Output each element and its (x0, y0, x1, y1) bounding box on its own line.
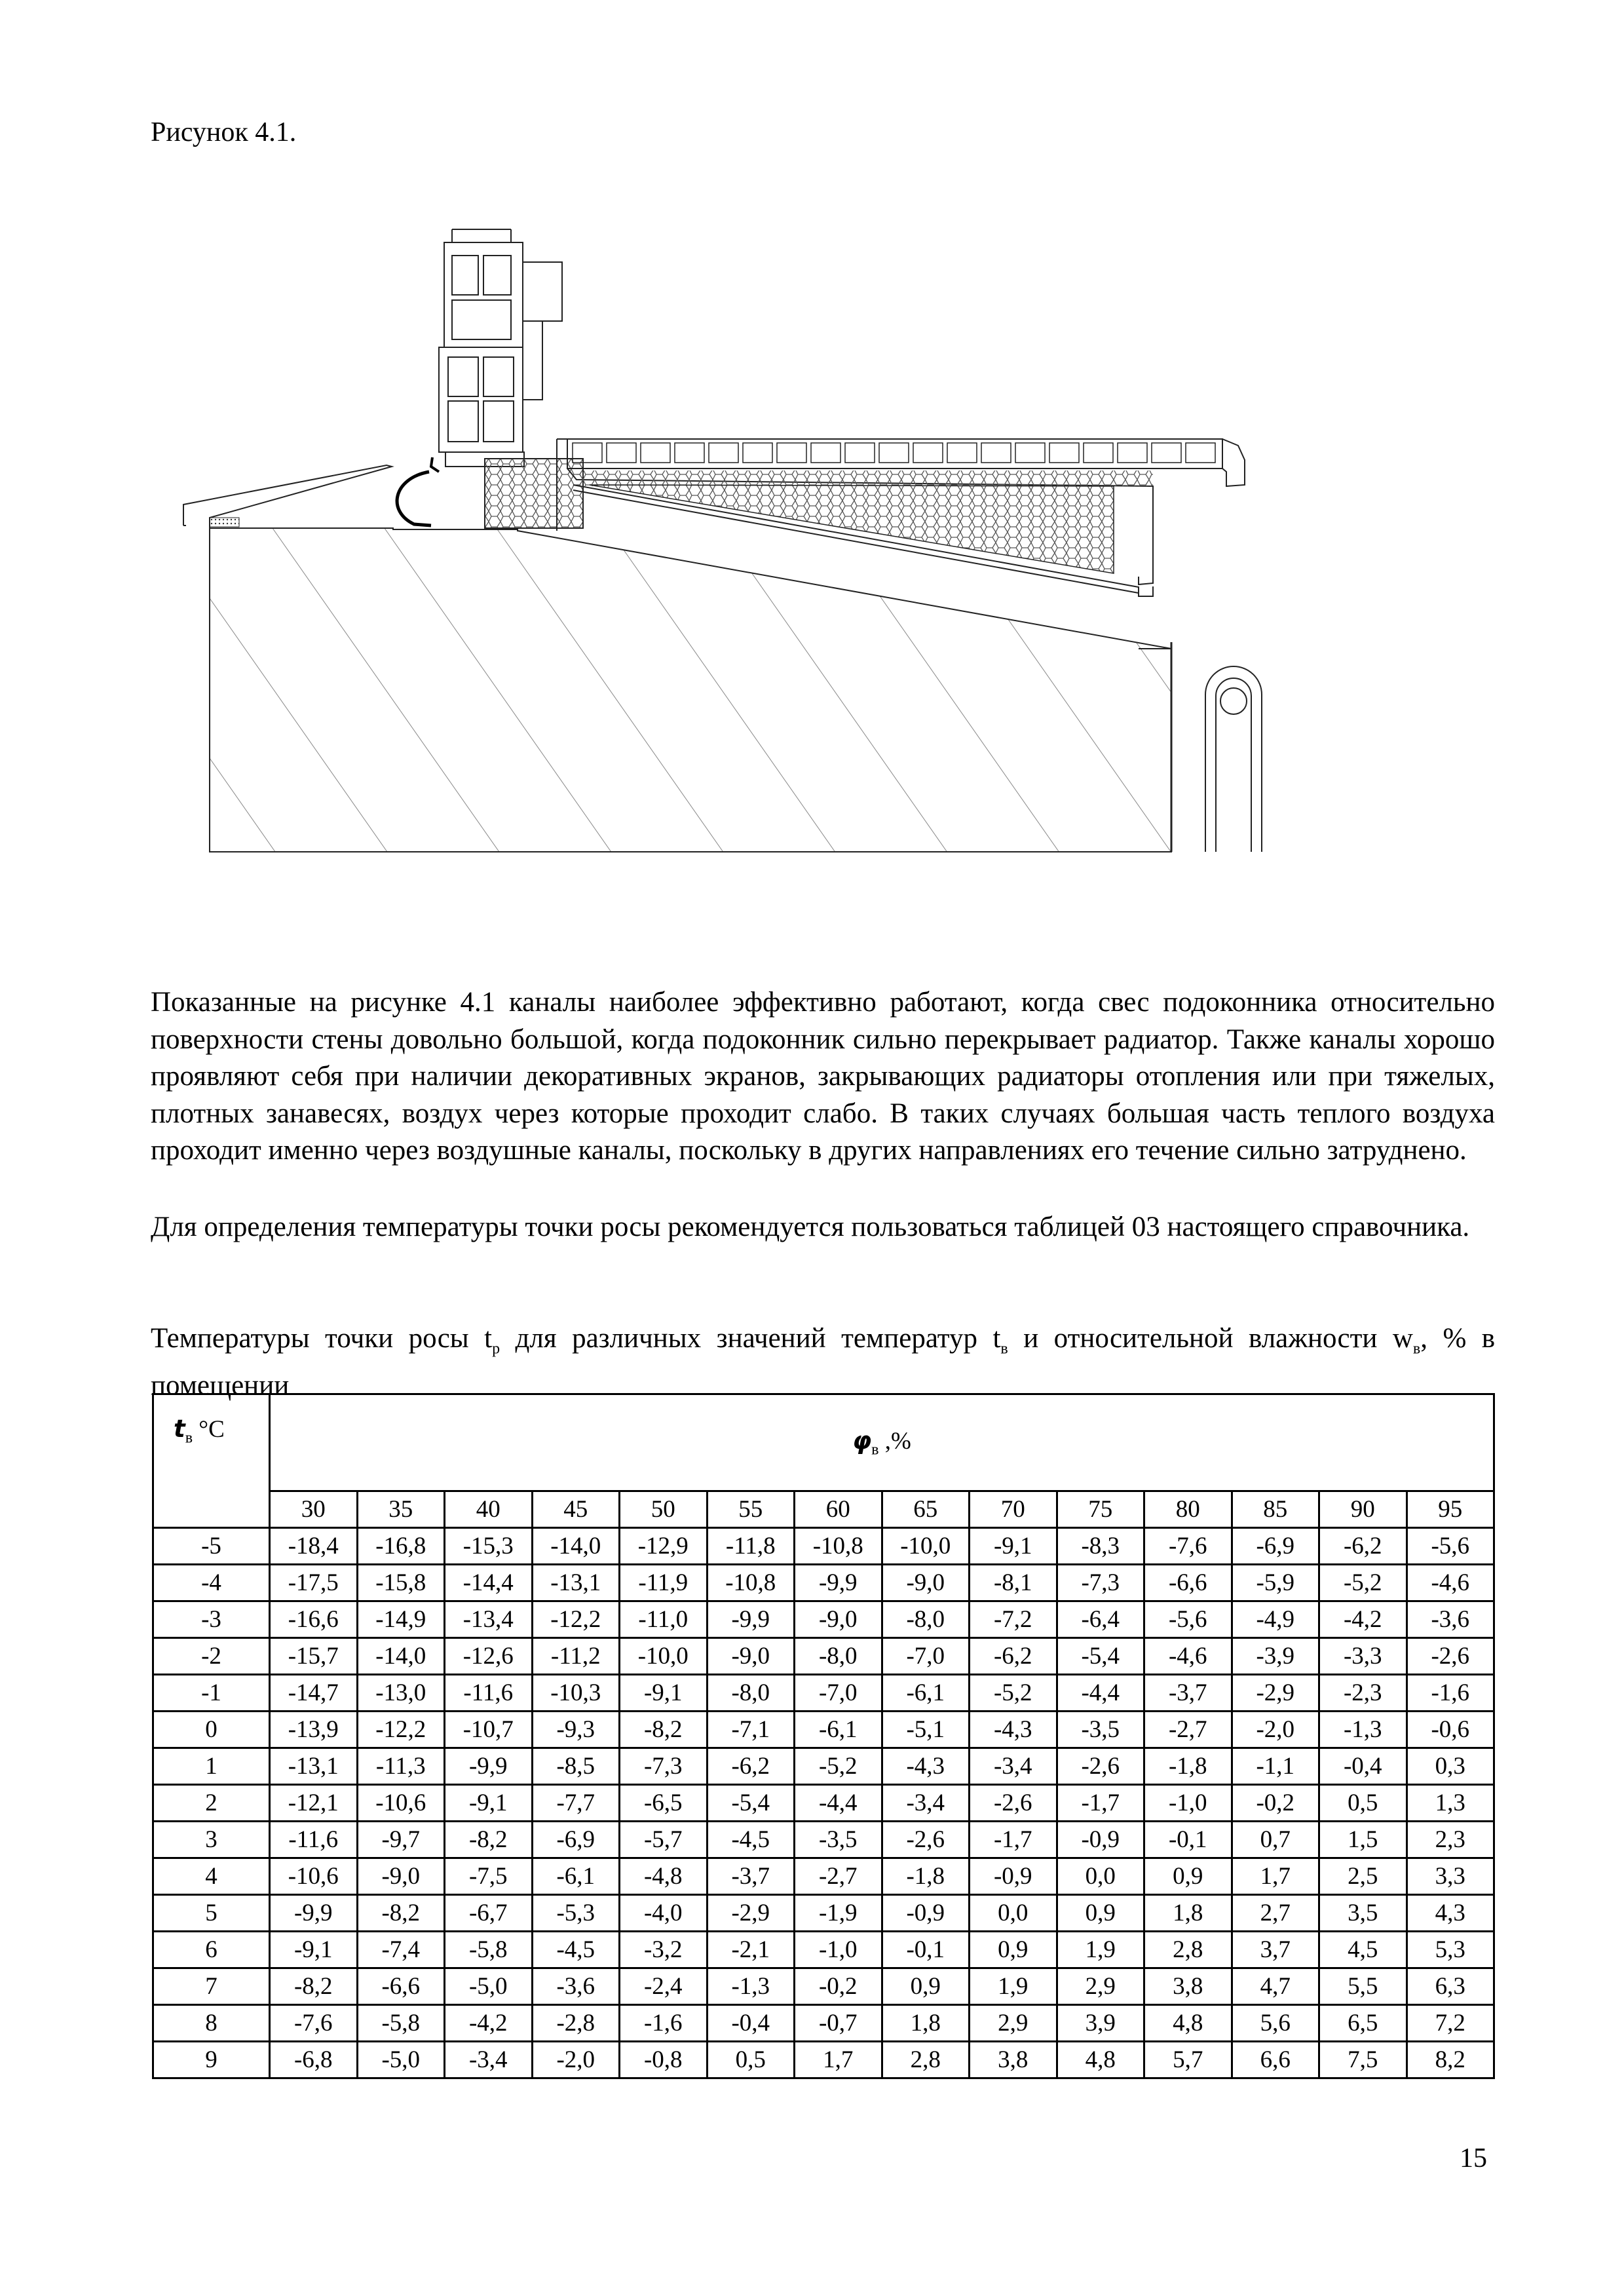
humidity-column-header: 30 (270, 1491, 358, 1528)
table-cell: 0,9 (970, 1932, 1057, 1968)
table-cell: -0,1 (1144, 1822, 1232, 1858)
humidity-column-header: 40 (445, 1491, 533, 1528)
table-cell: 0,3 (1407, 1748, 1494, 1785)
table-cell: -2,7 (1144, 1712, 1232, 1748)
table-row (153, 1675, 1494, 1712)
table-cell: -13,0 (357, 1675, 445, 1712)
table-cell: -5,0 (357, 2042, 445, 2078)
table-cell: 3,5 (1319, 1895, 1407, 1932)
table-cell: -4,6 (1407, 1565, 1494, 1601)
table-cell: -8,1 (970, 1565, 1057, 1601)
table-cell: -4,2 (445, 2005, 533, 2042)
table-cell: 0,9 (882, 1968, 970, 2005)
table-cell: -18,4 (270, 1528, 358, 1565)
table-cell: 7,5 (1319, 2042, 1407, 2078)
table-cell: 0,0 (1057, 1858, 1144, 1895)
row-temperature: 7 (153, 1968, 270, 2005)
row-temperature: 8 (153, 2005, 270, 2042)
table-cell: -8,3 (1057, 1528, 1144, 1565)
row-temperature: 9 (153, 2042, 270, 2078)
table-cell: 1,8 (882, 2005, 970, 2042)
table-cell: 6,5 (1319, 2005, 1407, 2042)
humidity-column-header: 95 (1407, 1491, 1494, 1528)
table-cell: -9,0 (795, 1601, 882, 1638)
table-cell: -3,4 (970, 1748, 1057, 1785)
table-cell: 1,8 (1144, 1895, 1232, 1932)
table-cell: -13,1 (270, 1748, 358, 1785)
table-row (153, 1858, 1494, 1895)
table-cell: -1,3 (707, 1968, 795, 2005)
table-cell: -1,3 (1319, 1712, 1407, 1748)
humidity-column-header: 90 (1319, 1491, 1407, 1528)
table-cell: -5,1 (882, 1712, 970, 1748)
table-cell: -15,7 (270, 1638, 358, 1675)
table-cell: 2,7 (1232, 1895, 1319, 1932)
table-cell: -10,6 (270, 1858, 358, 1895)
table-cell: -12,9 (620, 1528, 708, 1565)
table-row (153, 2005, 1494, 2042)
table-cell: -4,5 (532, 1932, 620, 1968)
table-row (153, 1601, 1494, 1638)
table-cell: -11,6 (445, 1675, 533, 1712)
table-cell: -0,4 (1319, 1748, 1407, 1785)
table-cell: -10,7 (445, 1712, 533, 1748)
table-cell: -1,1 (1232, 1748, 1319, 1785)
table-cell: 4,8 (1144, 2005, 1232, 2042)
table-cell: -1,9 (795, 1895, 882, 1932)
table-cell: 2,8 (1144, 1932, 1232, 1968)
table-cell: -5,6 (1144, 1601, 1232, 1638)
row-temperature: -1 (153, 1675, 270, 1712)
table-row (153, 1712, 1494, 1748)
row-temperature: -2 (153, 1638, 270, 1675)
table-cell: 1,7 (795, 2042, 882, 2078)
table-cell: -16,8 (357, 1528, 445, 1565)
humidity-column-header: 35 (357, 1491, 445, 1528)
table-cell: 3,7 (1232, 1932, 1319, 1968)
table-cell: -3,7 (707, 1858, 795, 1895)
table-cell: -9,9 (270, 1895, 358, 1932)
table-cell: -2,6 (1057, 1748, 1144, 1785)
row-temperature: -5 (153, 1528, 270, 1565)
row-temperature: 3 (153, 1822, 270, 1858)
table-cell: -2,3 (1319, 1675, 1407, 1712)
table-cell: -7,2 (970, 1601, 1057, 1638)
table-cell: -2,0 (532, 2042, 620, 2078)
table-cell: -1,6 (1407, 1675, 1494, 1712)
table-cell: -7,4 (357, 1932, 445, 1968)
table-cell: -9,9 (707, 1601, 795, 1638)
table-cell: 6,3 (1407, 1968, 1494, 2005)
table-cell: -9,1 (620, 1675, 708, 1712)
table-cell: -1,0 (1144, 1785, 1232, 1822)
table-cell: -3,6 (1407, 1601, 1494, 1638)
table-cell: 5,6 (1232, 2005, 1319, 2042)
table-cell: -1,7 (970, 1822, 1057, 1858)
table-cell: -4,5 (707, 1822, 795, 1858)
table-cell: -16,6 (270, 1601, 358, 1638)
table-cell: -7,6 (270, 2005, 358, 2042)
table-cell: -6,7 (445, 1895, 533, 1932)
humidity-columns-row (153, 1491, 1494, 1528)
row-temperature: 5 (153, 1895, 270, 1932)
table-cell: -7,0 (882, 1638, 970, 1675)
table-cell: -7,3 (620, 1748, 708, 1785)
table-cell: -2,6 (1407, 1638, 1494, 1675)
table-cell: -4,4 (795, 1785, 882, 1822)
table-cell: -6,1 (795, 1712, 882, 1748)
table-row (153, 1895, 1494, 1932)
table-cell: 0,9 (1144, 1858, 1232, 1895)
row-temperature: -3 (153, 1601, 270, 1638)
humidity-column-header: 60 (795, 1491, 882, 1528)
table-cell: -9,9 (445, 1748, 533, 1785)
table-cell: -5,8 (445, 1932, 533, 1968)
table-header-row (153, 1394, 1494, 1491)
table-cell: -9,9 (795, 1565, 882, 1601)
table-cell: -6,5 (620, 1785, 708, 1822)
table-row (153, 1785, 1494, 1822)
table-cell: -10,3 (532, 1675, 620, 1712)
table-cell: -4,4 (1057, 1675, 1144, 1712)
table-cell: -4,3 (970, 1712, 1057, 1748)
table-cell: -17,5 (270, 1565, 358, 1601)
table-cell: -4,8 (620, 1858, 708, 1895)
table-cell: -6,6 (357, 1968, 445, 2005)
table-cell: -8,2 (357, 1895, 445, 1932)
table-cell: -3,4 (882, 1785, 970, 1822)
table-cell: 4,5 (1319, 1932, 1407, 1968)
table-cell: -10,8 (707, 1565, 795, 1601)
table-row (153, 1565, 1494, 1601)
table-cell: -6,2 (1319, 1528, 1407, 1565)
table-cell: 3,8 (970, 2042, 1057, 2078)
table-cell: -11,8 (707, 1528, 795, 1565)
table-cell: 1,5 (1319, 1822, 1407, 1858)
body-paragraph-1: Показанные на рисунке 4.1 каналы наиболее эффективно работают, когда свес подоконника относительно поверхности стены довольно большой, когда подоконник сильно перекрывает радиатор. Также каналы хорошо проявляют себя при наличии декоративных экранов, закрывающих радиаторы отопления или при тяжелых, плотных занавесях, воздух через которые проходит слабо. В таких случаях большая часть теплого воздуха проходит именно через воздушные каналы, поскольку в других направлениях его течение сильно затруднено. (151, 987, 1495, 1166)
table-cell: -5,4 (707, 1785, 795, 1822)
table-cell: -8,2 (445, 1822, 533, 1858)
table-cell: -15,3 (445, 1528, 533, 1565)
table-cell: -0,7 (795, 2005, 882, 2042)
humidity-column-header: 70 (970, 1491, 1057, 1528)
window-sill-drawing (170, 223, 1284, 865)
table-cell: -6,1 (532, 1858, 620, 1895)
table-cell: -3,6 (532, 1968, 620, 2005)
table-cell: 0,5 (1319, 1785, 1407, 1822)
table-cell: -0,9 (1057, 1822, 1144, 1858)
table-cell: 4,3 (1407, 1895, 1494, 1932)
table-cell: -14,4 (445, 1565, 533, 1601)
table-cell: -14,0 (532, 1528, 620, 1565)
table-cell: -1,6 (620, 2005, 708, 2042)
table-cell: 2,3 (1407, 1822, 1494, 1858)
table-cell: -2,9 (1232, 1675, 1319, 1712)
table-cell: -2,6 (970, 1785, 1057, 1822)
table-cell: -1,7 (1057, 1785, 1144, 1822)
table-cell: 5,5 (1319, 1968, 1407, 2005)
table-cell: -1,0 (795, 1932, 882, 1968)
table-cell: -13,4 (445, 1601, 533, 1638)
table-cell: -14,9 (357, 1601, 445, 1638)
wall-section (210, 528, 1171, 852)
table-cell: 1,9 (1057, 1932, 1144, 1968)
temperature-header: $t_в$ °С (153, 1394, 270, 1528)
table-cell: -12,6 (445, 1638, 533, 1675)
table-cell: -12,2 (357, 1712, 445, 1748)
window-frame-profile (439, 229, 562, 467)
table-cell: -15,8 (357, 1565, 445, 1601)
humidity-column-header: 50 (620, 1491, 708, 1528)
table-cell: -5,4 (1057, 1638, 1144, 1675)
row-temperature: 4 (153, 1858, 270, 1895)
table-cell: 0,9 (1057, 1895, 1144, 1932)
page-number: 15 (1460, 2143, 1487, 2173)
table-cell: 2,9 (1057, 1968, 1144, 2005)
table-cell: 1,3 (1407, 1785, 1494, 1822)
table-cell: 2,9 (970, 2005, 1057, 2042)
table-cell: -13,1 (532, 1565, 620, 1601)
table-cell: -8,5 (532, 1748, 620, 1785)
table-cell: -1,8 (1144, 1748, 1232, 1785)
table-cell: -4,2 (1319, 1601, 1407, 1638)
table-cell: -6,8 (270, 2042, 358, 2078)
table-cell: 2,5 (1319, 1858, 1407, 1895)
table-cell: 2,8 (882, 2042, 970, 2078)
table-row (153, 2042, 1494, 2078)
table-cell: 5,3 (1407, 1932, 1494, 1968)
table-cell: -9,0 (882, 1565, 970, 1601)
table-cell: -0,9 (970, 1858, 1057, 1895)
table-caption: Температуры точки росы $t_р$ для различных значений температур $t_в$ и относительной влажности $w_в$, % в помещении (151, 1323, 1496, 1402)
table-row (153, 1638, 1494, 1675)
row-temperature: 1 (153, 1748, 270, 1785)
table-cell: -4,9 (1232, 1601, 1319, 1638)
row-temperature: -4 (153, 1565, 270, 1601)
table-cell: -9,1 (270, 1932, 358, 1968)
table-cell: 7,2 (1407, 2005, 1494, 2042)
table-cell: -9,3 (532, 1712, 620, 1748)
table-cell: -12,1 (270, 1785, 358, 1822)
table-row (153, 1528, 1494, 1565)
table-cell: -3,4 (445, 2042, 533, 2078)
table-cell: -8,0 (795, 1638, 882, 1675)
table-cell: -5,2 (970, 1675, 1057, 1712)
table-cell: 1,9 (970, 1968, 1057, 2005)
table-cell: -4,6 (1144, 1638, 1232, 1675)
table-cell: -1,8 (882, 1858, 970, 1895)
table-cell: -6,4 (1057, 1601, 1144, 1638)
table-cell: -5,2 (795, 1748, 882, 1785)
humidity-column-header: 85 (1232, 1491, 1319, 1528)
table-cell: -9,0 (707, 1638, 795, 1675)
table-cell: -6,9 (1232, 1528, 1319, 1565)
table-cell: -2,4 (620, 1968, 708, 2005)
table-cell: -7,3 (1057, 1565, 1144, 1601)
table-cell: -3,5 (1057, 1712, 1144, 1748)
table-cell: 3,9 (1057, 2005, 1144, 2042)
table-cell: -3,7 (1144, 1675, 1232, 1712)
humidity-header: $\varphi_в$ ,% (270, 1394, 1494, 1491)
table-cell: -2,7 (795, 1858, 882, 1895)
body-paragraph-2: Для определения температуры точки росы рекомендуется пользоваться таблицей 03 настоящего справочника. (151, 1212, 1470, 1242)
figure-caption: Рисунок 4.1. (151, 117, 297, 147)
table-row (153, 1968, 1494, 2005)
table-cell: 3,3 (1407, 1858, 1494, 1895)
table-cell: -0,4 (707, 2005, 795, 2042)
humidity-column-header: 80 (1144, 1491, 1232, 1528)
table-cell: -2,0 (1232, 1712, 1319, 1748)
row-temperature: 2 (153, 1785, 270, 1822)
table-cell: -11,2 (532, 1638, 620, 1675)
table-cell: -11,0 (620, 1601, 708, 1638)
table-cell: -10,6 (357, 1785, 445, 1822)
table-cell: -6,1 (882, 1675, 970, 1712)
table-cell: 1,7 (1232, 1858, 1319, 1895)
frame-seal (397, 457, 583, 528)
table-cell: -2,9 (707, 1895, 795, 1932)
table-cell: -6,2 (707, 1748, 795, 1785)
outer-drip (183, 465, 392, 528)
table-cell: -5,9 (1232, 1565, 1319, 1601)
table-cell: -3,3 (1319, 1638, 1407, 1675)
table-cell: 8,2 (1407, 2042, 1494, 2078)
table-cell: -10,8 (795, 1528, 882, 1565)
table-cell: -8,0 (882, 1601, 970, 1638)
table-row (153, 1932, 1494, 1968)
table-row (153, 1748, 1494, 1785)
table-cell: -3,9 (1232, 1638, 1319, 1675)
row-temperature: 0 (153, 1712, 270, 1748)
table-cell: -5,0 (445, 1968, 533, 2005)
table-cell: -12,2 (532, 1601, 620, 1638)
table-cell: -6,2 (970, 1638, 1057, 1675)
table-cell: -9,0 (357, 1858, 445, 1895)
table-cell: 0,0 (970, 1895, 1057, 1932)
table-cell: 0,5 (707, 2042, 795, 2078)
table-cell: -11,9 (620, 1565, 708, 1601)
table-cell: -5,6 (1407, 1528, 1494, 1565)
table-cell: -9,1 (970, 1528, 1057, 1565)
table-cell: -0,6 (1407, 1712, 1494, 1748)
table-cell: -3,5 (795, 1822, 882, 1858)
table-cell: -7,5 (445, 1858, 533, 1895)
table-cell: -8,2 (620, 1712, 708, 1748)
table-cell: -5,3 (532, 1895, 620, 1932)
table-cell: -9,7 (357, 1822, 445, 1858)
table-cell: 6,6 (1232, 2042, 1319, 2078)
table-cell: -7,7 (532, 1785, 620, 1822)
dew-point-table (152, 1393, 1495, 2079)
table-cell: -13,9 (270, 1712, 358, 1748)
table-cell: 4,8 (1057, 2042, 1144, 2078)
table-cell: -2,6 (882, 1822, 970, 1858)
table-cell: 4,7 (1232, 1968, 1319, 2005)
row-temperature: 6 (153, 1932, 270, 1968)
table-cell: -14,7 (270, 1675, 358, 1712)
table-cell: -6,6 (1144, 1565, 1232, 1601)
radiator-pipe (1205, 666, 1262, 852)
table-cell: 3,8 (1144, 1968, 1232, 2005)
table-cell: -4,3 (882, 1748, 970, 1785)
table-cell: -8,0 (707, 1675, 795, 1712)
table-cell: -0,1 (882, 1932, 970, 1968)
table-cell: -0,2 (1232, 1785, 1319, 1822)
humidity-column-header: 45 (532, 1491, 620, 1528)
table-cell: -10,0 (882, 1528, 970, 1565)
table-cell: -4,0 (620, 1895, 708, 1932)
table-cell: -5,2 (1319, 1565, 1407, 1601)
table-cell: -0,2 (795, 1968, 882, 2005)
humidity-column-header: 75 (1057, 1491, 1144, 1528)
table-cell: -2,8 (532, 2005, 620, 2042)
table-cell: -5,8 (357, 2005, 445, 2042)
table-cell: -7,6 (1144, 1528, 1232, 1565)
table-cell: -11,3 (357, 1748, 445, 1785)
table-cell: -2,1 (707, 1932, 795, 1968)
table-cell: -0,8 (620, 2042, 708, 2078)
table-cell: -8,2 (270, 1968, 358, 2005)
table-row (153, 1822, 1494, 1858)
table-cell: -5,7 (620, 1822, 708, 1858)
table-cell: -7,1 (707, 1712, 795, 1748)
table-cell: 0,7 (1232, 1822, 1319, 1858)
humidity-column-header: 65 (882, 1491, 970, 1528)
table-cell: -14,0 (357, 1638, 445, 1675)
table-cell: -11,6 (270, 1822, 358, 1858)
table-cell: -3,2 (620, 1932, 708, 1968)
table-cell: -6,9 (532, 1822, 620, 1858)
table-cell: 5,7 (1144, 2042, 1232, 2078)
humidity-column-header: 55 (707, 1491, 795, 1528)
table-cell: -10,0 (620, 1638, 708, 1675)
table-cell: -9,1 (445, 1785, 533, 1822)
table-cell: -7,0 (795, 1675, 882, 1712)
table-cell: -0,9 (882, 1895, 970, 1932)
